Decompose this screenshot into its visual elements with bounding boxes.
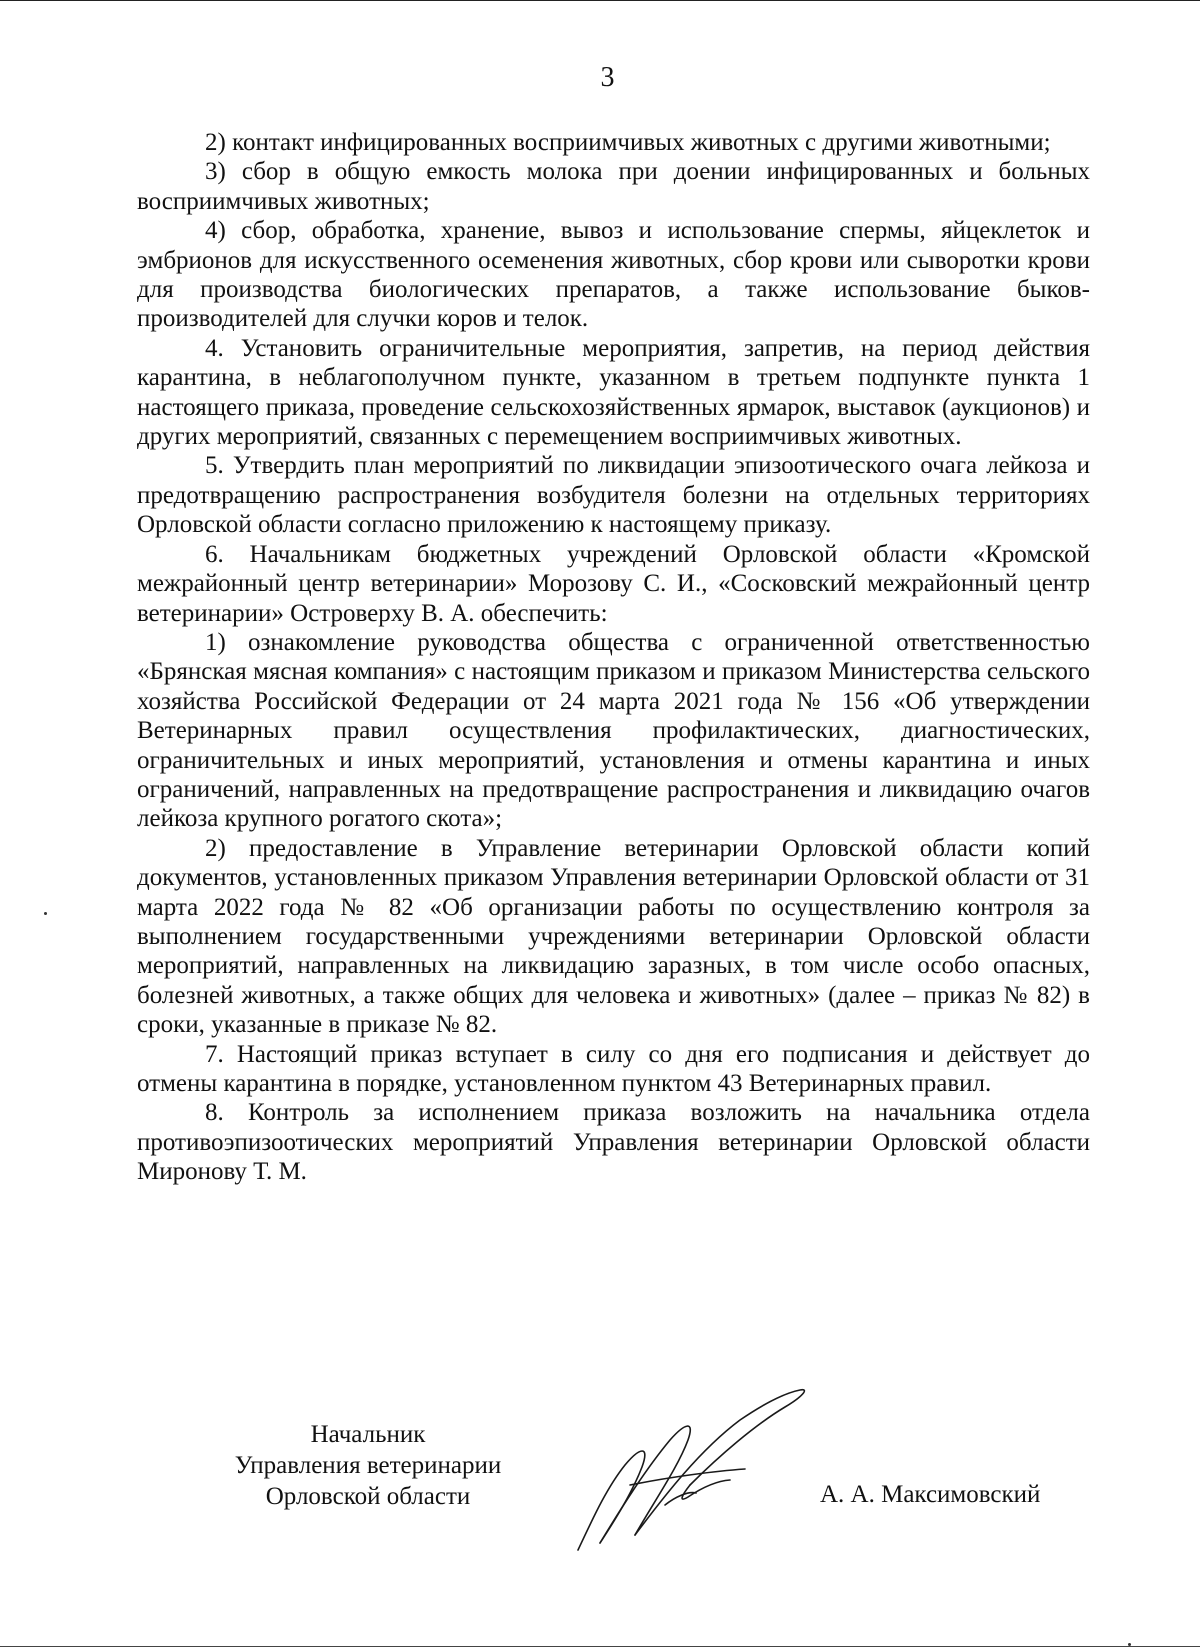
paragraph-item-5: 5. Утвердить план мероприятий по ликвидации эпизоотического очага лейкоза и предотвращению распространения возбудителя болезни на отдельных территориях Орловской области согласно приложению к настоящему приказу. [137, 452, 1090, 539]
paragraph-item-6: 6. Начальникам бюджетных учреждений Орловской области «Кромской межрайонный центр ветеринарии» Морозову С. И., «Сосковский межрайонный центр ветеринарии» Островерху В. А. обеспечить: [137, 540, 1090, 627]
paragraph-subitem-2: 2) контакт инфицированных восприимчивых животных с другими животными; [205, 129, 1051, 156]
signatory-title-line: Орловской области [265, 1483, 471, 1510]
signatory-title-line: Начальник [310, 1421, 426, 1448]
page-top-edge [0, 0, 1200, 1]
signatory-title [198, 1419, 538, 1512]
paragraph-item-4: 4. Установить ограничительные мероприятия, запретив, на период действия карантина, в неблагополучном пункте, указанном в третьем подпункте пункта 1 настоящего приказа, проведение сельскохозяйственных ярмарок, выставок (аукционов) и других мероприятий, связанных с перемещением восприимчивых животных. [137, 334, 1090, 451]
page-bottom-edge [0, 1646, 1200, 1647]
document-body [137, 128, 1090, 1187]
paragraph-item-8: 8. Контроль за исполнением приказа возложить на начальника отдела противоэпизоотических мероприятий Управления ветеринарии Орловской области Миронову Т. М. [137, 1099, 1090, 1186]
handwritten-signature [570, 1385, 840, 1555]
paragraph-item-6-sub-1: 1) ознакомление руководства общества с ограниченной ответственностью «Брянская мясная компания» с настоящим приказом и приказом Министерства сельского хозяйства Российской Федерации от 24 марта 2021 года № 156 «Об утверждении Ветеринарных правил осуществления профилактических, диагностических, ограничительных и иных мероприятий, установления и отмены карантина и иных ограничений, направленных на предотвращение распространения и ликвидацию очагов лейкоза крупного рогатого скота»; [137, 628, 1090, 833]
scan-speck [44, 912, 47, 915]
paragraph-item-7: 7. Настоящий приказ вступает в силу со дня его подписания и действует до отмены карантина в порядке, установленном пунктом 43 Ветеринарных правил. [137, 1040, 1090, 1097]
paragraph-subitem-4: 4) сбор, обработка, хранение, вывоз и использование спермы, яйцеклеток и эмбрионов для искусственного осеменения животных, сбор крови или сыворотки крови для производства биологических препаратов, а также использование быков-производителей для случки коров и телок. [137, 217, 1090, 333]
paragraph-item-6-sub-2: 2) предоставление в Управление ветеринарии Орловской области копий документов, установленных приказом Управления ветеринарии Орловской области от 31 марта 2022 года № 82 «Об организации работы по осуществлению контроля за выполнением государственными учреждениями ветеринарии Орловской области мероприятий, направленных на ликвидацию заразных, в том числе особо опасных, болезней животных, а также общих для человека и животных» (далее – приказ № 82) в сроки, указанные в приказе № 82. [137, 834, 1090, 1039]
signatory-title-line: Управления ветеринарии [234, 1452, 502, 1479]
page-number: 3 [600, 62, 615, 93]
paragraph-subitem-3: 3) сбор в общую емкость молока при доении инфицированных и больных восприимчивых животных; [137, 158, 1090, 215]
signatory-name: А. А. Максимовский [820, 1481, 1041, 1508]
